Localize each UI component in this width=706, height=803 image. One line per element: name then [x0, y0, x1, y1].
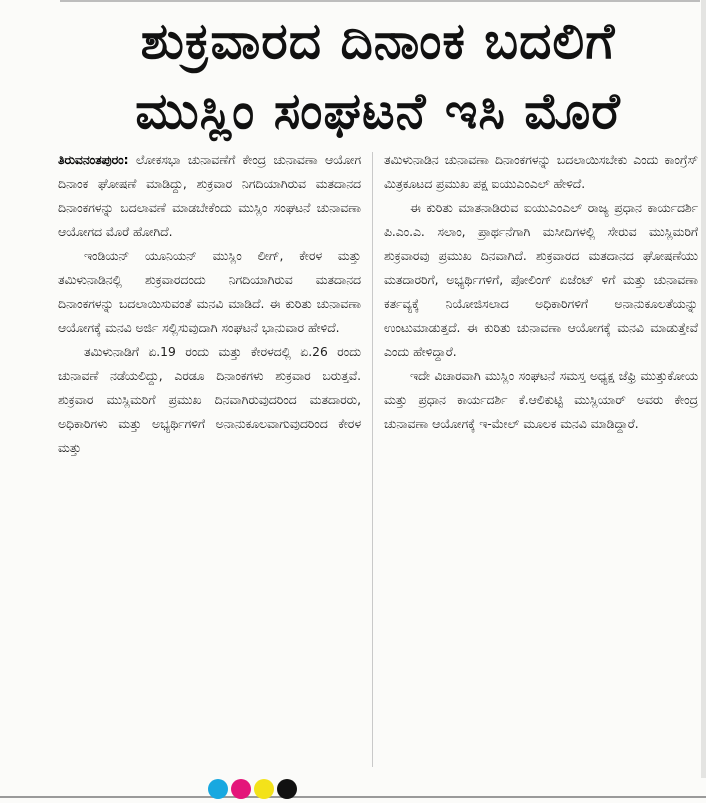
article-paragraph: ಇದೇ ವಿಚಾರವಾಗಿ ಮುಸ್ಲಿಂ ಸಂಘಟನೆ ಸಮಸ್ತ ಅಧ್ಯಕ್ಷ ಜೆಫ್ರಿ ಮುತ್ತುಕೋಯ ಮತ್ತು ಪ್ರಧಾನ ಕಾರ್ಯದರ್ಶಿ ಕೆ.ಆಲಿಕುಟ್ಟಿ ಮುಸ್ಲಿಯಾರ್ ಅವರು ಕೇಂದ್ರ ಚುನಾವಣಾ ಆಯೋಗಕ್ಕೆ ಇ-ಮೇಲ್ ಮೂಲಕ ಮನವಿ ಮಾಡಿದ್ದಾರೆ.	[384, 369, 698, 431]
bottom-rule	[0, 796, 706, 798]
magenta-dot	[231, 779, 251, 799]
registration-marks	[208, 779, 297, 801]
headline-line-2: ಮುಸ್ಲಿಂ ಸಂಘಟನೆ ಇಸಿ ಮೊರೆ	[135, 82, 621, 140]
column-divider	[372, 152, 373, 767]
article-column-left	[58, 148, 361, 460]
article-column-right	[384, 148, 698, 436]
cyan-dot	[208, 779, 228, 799]
page-edge	[701, 0, 706, 803]
article-paragraph: ಈ ಕುರಿತು ಮಾತನಾಡಿರುವ ಐಯುಎಂಎಲ್ ರಾಜ್ಯ ಪ್ರಧಾನ ಕಾರ್ಯದರ್ಶಿ ಪಿ.ಎಂ.ಎ. ಸಲಾಂ, ಪ್ರಾರ್ಥನೆಗಾಗಿ ಮಸೀದಿಗಳಲ್ಲಿ ಸೇರುವ ಮುಸ್ಲಿಮರಿಗೆ ಶುಕ್ರವಾರವು ಪ್ರಮುಖ ದಿನವಾಗಿದೆ. ಶುಕ್ರವಾರದ ಮತದಾನದ ಘೋಷಣೆಯು ಮತದಾರರಿಗೆ, ಅಭ್ಯರ್ಥಿಗಳಿಗೆ, ಪೋಲಿಂಗ್ ಏಜೆಂಟ್ ಳಿಗೆ ಮತ್ತು ಚುನಾವಣಾ ಕರ್ತವ್ಯಕ್ಕೆ ನಿಯೋಜಿಸಲಾದ ಅಧಿಕಾರಿಗಳಿಗೆ ಅನಾನುಕೂಲತೆಯನ್ನು ಉಂಟುಮಾಡುತ್ತದೆ. ಈ ಕುರಿತು ಚುನಾವಣಾ ಆಯೋಗಕ್ಕೆ ಮನವಿ ಮಾಡುತ್ತೇವೆ ಎಂದು ಹೇಳಿದ್ದಾರೆ.	[384, 201, 698, 359]
article-paragraph: ತಮಿಳುನಾಡಿಗೆ ಏ.19 ರಂದು ಮತ್ತು ಕೇರಳದಲ್ಲಿ ಏ.26 ರಂದು ಚುನಾವಣೆ ನಡೆಯಲಿದ್ದು, ಎರಡೂ ದಿನಾಂಕಗಳು ಶುಕ್ರವಾರ ಬರುತ್ತವೆ. ಶುಕ್ರವಾರ ಮುಸ್ಲಿಮರಿಗೆ ಪ್ರಮುಖ ದಿನವಾಗಿರುವುದರಿಂದ ಮತದಾರರು, ಅಧಿಕಾರಿಗಳು ಮತ್ತು ಅಭ್ಯರ್ಥಿಗಳಿಗೆ ಅನಾನುಕೂಲವಾಗುವುದರಿಂದ ಕೇರಳ ಮತ್ತು	[58, 345, 361, 455]
paragraph-text: ಲೋಕಸಭಾ ಚುನಾವಣೆಗೆ ಕೇಂದ್ರ ಚುನಾವಣಾ ಆಯೋಗ ದಿನಾಂಕ ಘೋಷಣೆ ಮಾಡಿದ್ದು, ಶುಕ್ರವಾರ ನಿಗದಿಯಾಗಿರುವ ಮತದಾನದ ದಿನಾಂಕಗಳನ್ನು ಬದಲಾವಣೆ ಮಾಡಬೇಕೆಂದು ಮುಸ್ಲಿಂ ಸಂಘಟನೆ ಚುನಾವಣಾ ಆಯೋಗದ ಮೊರೆ ಹೋಗಿದೆ.	[58, 153, 361, 239]
article-paragraph: ಇಂಡಿಯನ್ ಯೂನಿಯನ್ ಮುಸ್ಲಿಂ ಲೀಗ್, ಕೇರಳ ಮತ್ತು ತಮಿಳುನಾಡಿನಲ್ಲಿ ಶುಕ್ರವಾರದಂದು ನಿಗದಿಯಾಗಿರುವ ಮತದಾನದ ದಿನಾಂಕಗಳನ್ನು ಬದಲಾಯಿಸುವಂತೆ ಮನವಿ ಮಾಡಿದೆ. ಈ ಕುರಿತು ಚುನಾವಣಾ ಆಯೋಗಕ್ಕೆ ಮನವಿ ಅರ್ಜಿ ಸಲ್ಲಿಸುವುದಾಗಿ ಸಂಘಟನೆ ಭಾನುವಾರ ಹೇಳಿದೆ.	[58, 249, 361, 335]
article-paragraph	[58, 148, 361, 244]
article-paragraph: ತಮಿಳುನಾಡಿನ ಚುನಾವಣಾ ದಿನಾಂಕಗಳನ್ನು ಬದಲಾಯಿಸಬೇಕು ಎಂದು ಕಾಂಗ್ರೆಸ್ ಮಿತ್ರಕೂಟದ ಪ್ರಮುಖ ಪಕ್ಷ ಐಯುಎಂಎಲ್ ಹೇಳಿದೆ.	[384, 153, 698, 191]
headline-line-1: ಶುಕ್ರವಾರದ ದಿನಾಂಕ ಬದಲಿಗೆ	[140, 12, 616, 70]
print-margin	[0, 778, 706, 803]
yellow-dot	[254, 779, 274, 799]
headline	[58, 6, 698, 146]
top-rule	[60, 0, 700, 2]
dateline: ತಿರುವನಂತಪುರಂ:	[58, 153, 129, 167]
black-dot	[277, 779, 297, 799]
article-body	[58, 148, 698, 773]
